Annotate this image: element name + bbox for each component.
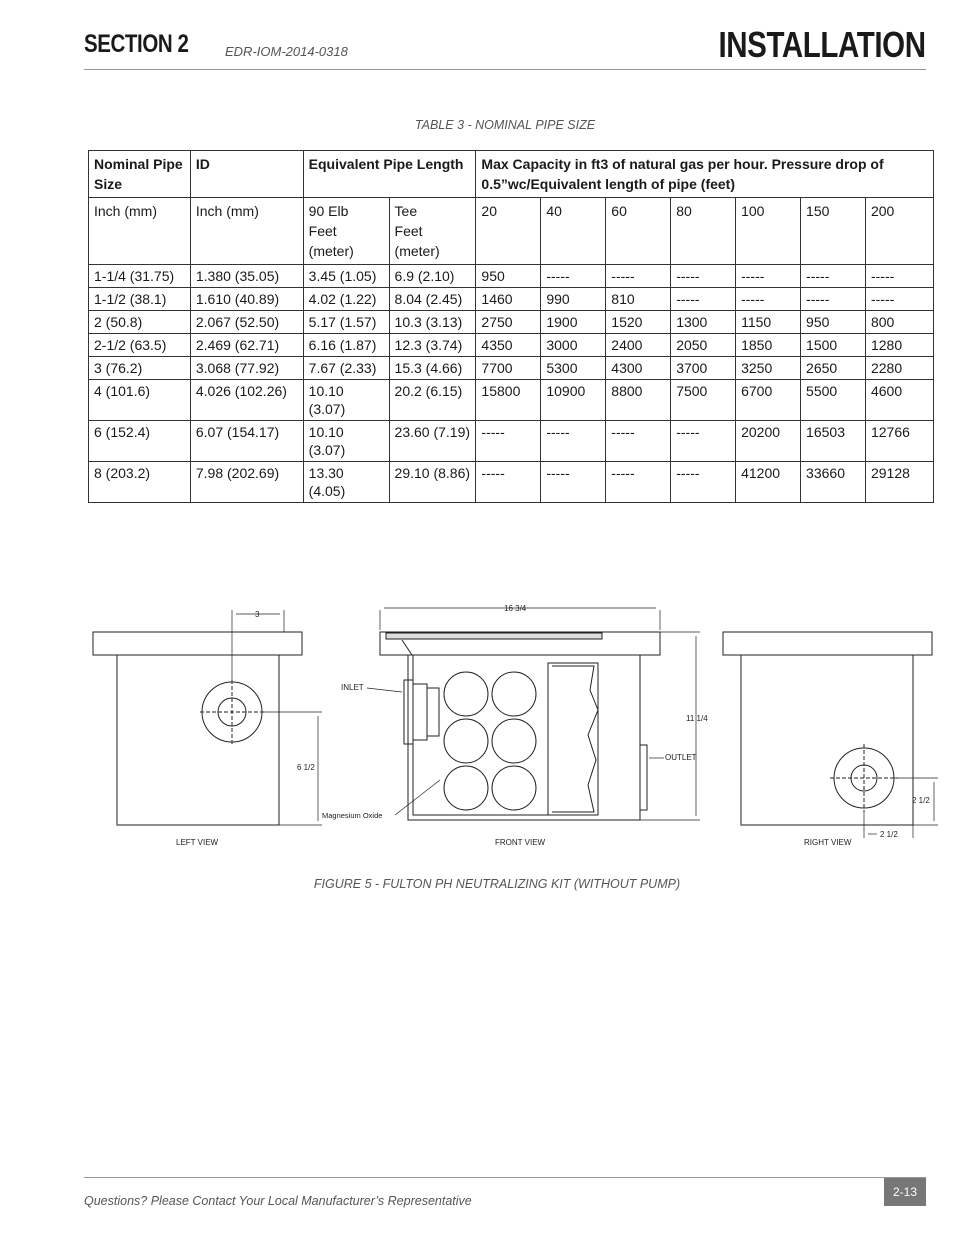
table-cell: 15800 — [476, 380, 541, 421]
dim-6-1-2-label: 6 1/2 — [297, 763, 315, 772]
table-cell: 5500 — [801, 380, 866, 421]
table-cell: 2.469 (62.71) — [190, 334, 303, 357]
table-cell: 6.07 (154.17) — [190, 421, 303, 462]
table-cell: 1500 — [801, 334, 866, 357]
table-cell: 1150 — [736, 311, 801, 334]
table-cell: ----- — [801, 288, 866, 311]
table-row — [89, 357, 934, 380]
elb-meter-label: (meter) — [308, 243, 354, 259]
table-cell: 950 — [801, 311, 866, 334]
front-view-drawing — [367, 608, 700, 820]
left-view-label: LEFT VIEW — [176, 838, 219, 847]
dim-16-3-4-label: 16 3/4 — [504, 604, 527, 613]
footer-contact-text: Questions? Please Contact Your Local Manufacturer’s Representative — [84, 1194, 472, 1208]
header-divider — [84, 69, 926, 70]
table-cell: 10900 — [541, 380, 606, 421]
table-row — [89, 288, 934, 311]
subheader-tee — [389, 198, 476, 265]
table-cell: 1280 — [865, 334, 933, 357]
subheader-id-unit: Inch (mm) — [190, 198, 303, 265]
table-row — [89, 311, 934, 334]
table-cell: ----- — [671, 265, 736, 288]
length-60: 60 — [606, 198, 671, 265]
table-row — [89, 334, 934, 357]
dim-2-1-2-horizontal-label: 2 1/2 — [880, 830, 898, 839]
table-cell: 7.98 (202.69) — [190, 462, 303, 503]
magnesium-oxide-label: Magnesium Oxide — [322, 811, 383, 820]
table-cell: 2650 — [801, 357, 866, 380]
table-cell: ----- — [541, 265, 606, 288]
header-nominal: Nominal Pipe Size — [89, 151, 191, 198]
table-cell: 1850 — [736, 334, 801, 357]
table-cell: 6 (152.4) — [89, 421, 191, 462]
table-cell: ----- — [541, 421, 606, 462]
table-cell: 8.04 (2.45) — [389, 288, 476, 311]
table-cell: 6.9 (2.10) — [389, 265, 476, 288]
table-cell: 4 (101.6) — [89, 380, 191, 421]
table-cell: 2750 — [476, 311, 541, 334]
length-100: 100 — [736, 198, 801, 265]
table-cell: 4.026 (102.26) — [190, 380, 303, 421]
table-cell: 12766 — [865, 421, 933, 462]
table-cell: ----- — [606, 265, 671, 288]
table-cell: 990 — [541, 288, 606, 311]
table-cell: 12.3 (3.74) — [389, 334, 476, 357]
table-cell: 10.10 (3.07) — [303, 380, 389, 421]
table-cell: 1520 — [606, 311, 671, 334]
front-view-label: FRONT VIEW — [495, 838, 546, 847]
table-cell: 16503 — [801, 421, 866, 462]
table-cell: 8800 — [606, 380, 671, 421]
table-cell: ----- — [865, 265, 933, 288]
subheader-elb — [303, 198, 389, 265]
table-cell: 10.10 (3.07) — [303, 421, 389, 462]
table-cell: 7700 — [476, 357, 541, 380]
nominal-pipe-size-table — [88, 150, 934, 503]
table-cell: 2400 — [606, 334, 671, 357]
left-view-drawing — [93, 610, 322, 825]
table-cell: ----- — [671, 462, 736, 503]
table-cell: 1.610 (40.89) — [190, 288, 303, 311]
table-cell: 7500 — [671, 380, 736, 421]
table-cell: 6.16 (1.87) — [303, 334, 389, 357]
footer-divider — [84, 1177, 926, 1178]
table-cell: 7.67 (2.33) — [303, 357, 389, 380]
table-cell: 800 — [865, 311, 933, 334]
table-cell: ----- — [476, 462, 541, 503]
subheader-nominal-unit: Inch (mm) — [89, 198, 191, 265]
outlet-label: OUTLET — [665, 753, 697, 762]
tee-meter-label: (meter) — [394, 243, 440, 259]
length-80: 80 — [671, 198, 736, 265]
table-cell: 3250 — [736, 357, 801, 380]
elb-feet-label: Feet — [308, 223, 337, 239]
table-cell: 41200 — [736, 462, 801, 503]
table-cell: 4.02 (1.22) — [303, 288, 389, 311]
header-id: ID — [190, 151, 303, 198]
table-cell: 3.068 (77.92) — [190, 357, 303, 380]
length-40: 40 — [541, 198, 606, 265]
dim-3-label: 3 — [255, 610, 260, 619]
section-label: SECTION 2 — [84, 30, 189, 58]
document-number: EDR-IOM-2014-0318 — [225, 44, 348, 59]
table-row — [89, 265, 934, 288]
table-caption: TABLE 3 - NOMINAL PIPE SIZE — [414, 118, 596, 132]
length-20: 20 — [476, 198, 541, 265]
table-cell: 3700 — [671, 357, 736, 380]
table-cell: ----- — [606, 421, 671, 462]
table-cell: 5300 — [541, 357, 606, 380]
page-number: 2-13 — [884, 1178, 926, 1206]
dim-11-1-4-label: 11 1/4 — [686, 714, 708, 723]
page-title: INSTALLATION — [718, 24, 926, 65]
length-150: 150 — [801, 198, 866, 265]
table-row — [89, 462, 934, 503]
table-cell: ----- — [541, 462, 606, 503]
table-cell: 4300 — [606, 357, 671, 380]
table-cell: 33660 — [801, 462, 866, 503]
table-cell: 1460 — [476, 288, 541, 311]
table-row — [89, 421, 934, 462]
table-cell: 1.380 (35.05) — [190, 265, 303, 288]
dim-2-1-2-vertical-label: 2 1/2 — [912, 796, 930, 805]
table-cell: 2280 — [865, 357, 933, 380]
table-cell: ----- — [606, 462, 671, 503]
table-body — [89, 265, 934, 503]
table-cell: ----- — [476, 421, 541, 462]
neutralizing-kit-diagram — [88, 600, 938, 860]
tee-label: Tee — [394, 203, 418, 219]
inlet-label: INLET — [341, 683, 364, 692]
table-cell: ----- — [671, 421, 736, 462]
table-cell: 1-1/4 (31.75) — [89, 265, 191, 288]
table-cell: 6700 — [736, 380, 801, 421]
table-cell: 4350 — [476, 334, 541, 357]
table-cell: 810 — [606, 288, 671, 311]
table-cell: 2 (50.8) — [89, 311, 191, 334]
table-cell: ----- — [865, 288, 933, 311]
table-cell: 29.10 (8.86) — [389, 462, 476, 503]
table-cell: 10.3 (3.13) — [389, 311, 476, 334]
table-cell: 2-1/2 (63.5) — [89, 334, 191, 357]
table-cell: 13.30 (4.05) — [303, 462, 389, 503]
table-cell: 1300 — [671, 311, 736, 334]
table-row — [89, 380, 934, 421]
table-cell: 5.17 (1.57) — [303, 311, 389, 334]
table-cell: 1900 — [541, 311, 606, 334]
table-cell: 8 (203.2) — [89, 462, 191, 503]
tee-feet-label: Feet — [394, 223, 423, 239]
table-cell: 3.45 (1.05) — [303, 265, 389, 288]
figure-caption: FIGURE 5 - FULTON PH NEUTRALIZING KIT (WITHOUT PUMP) — [313, 877, 681, 891]
table-cell: 20200 — [736, 421, 801, 462]
table-cell: ----- — [736, 265, 801, 288]
table-cell: 15.3 (4.66) — [389, 357, 476, 380]
table-cell: ----- — [671, 288, 736, 311]
table-cell: 29128 — [865, 462, 933, 503]
header-capacity: Max Capacity in ft3 of natural gas per hour. Pressure drop of 0.5”wc/Equivalent length of pipe (feet) — [476, 151, 934, 198]
right-view-label: RIGHT VIEW — [804, 838, 852, 847]
length-200: 200 — [865, 198, 933, 265]
table-cell: 3000 — [541, 334, 606, 357]
table-cell: ----- — [801, 265, 866, 288]
table-cell: 2050 — [671, 334, 736, 357]
table-cell: 2.067 (52.50) — [190, 311, 303, 334]
right-view-drawing — [723, 632, 938, 838]
table-cell: 23.60 (7.19) — [389, 421, 476, 462]
header-equivalent: Equivalent Pipe Length — [303, 151, 476, 198]
table-cell: 4600 — [865, 380, 933, 421]
table-cell: 1-1/2 (38.1) — [89, 288, 191, 311]
elb-label: 90 Elb — [308, 203, 349, 219]
table-cell: 20.2 (6.15) — [389, 380, 476, 421]
table-cell: 950 — [476, 265, 541, 288]
table-cell: 3 (76.2) — [89, 357, 191, 380]
table-cell: ----- — [736, 288, 801, 311]
